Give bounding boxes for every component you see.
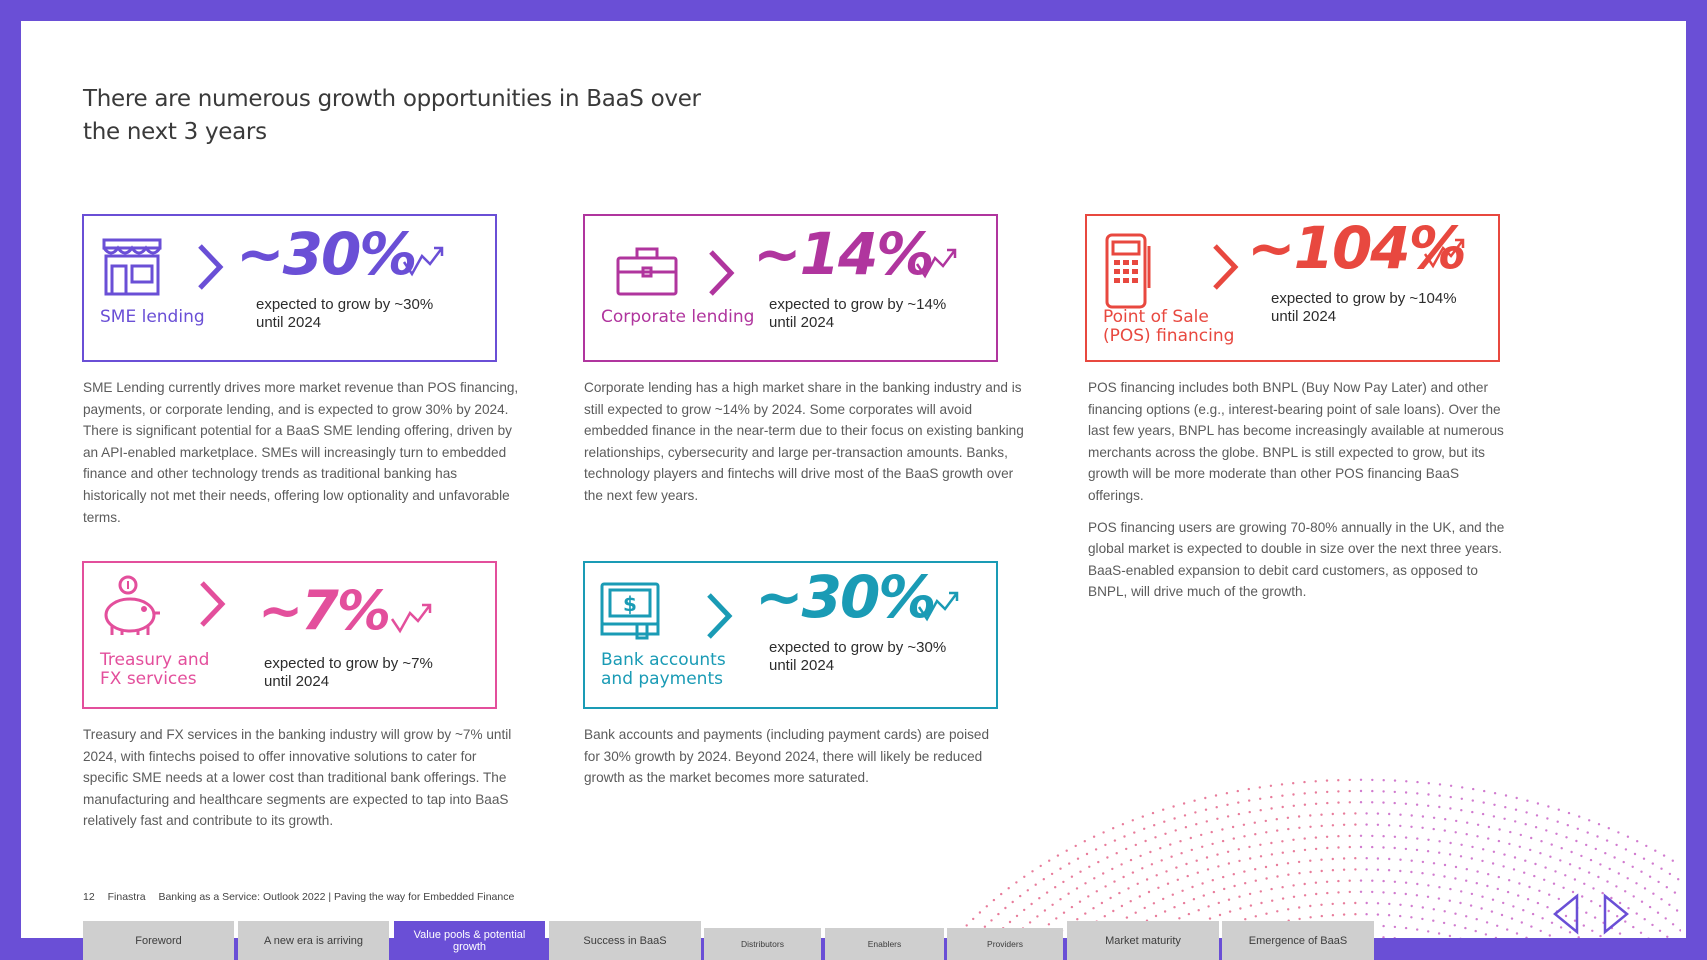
card-sme-lending — [82, 214, 497, 362]
chevron-right-icon — [196, 242, 226, 297]
page-number: 12 — [83, 891, 95, 903]
card-corporate-lending — [583, 214, 998, 362]
paragraph: POS financing users are growing 70-80% annually in the UK, and the global market is expected to double in size over the next three years. BaaS-enabled expansion to debit card customers, as opposed to BNPL, will drive much of the growth. — [1088, 519, 1505, 600]
growth-percent: ~30% — [236, 220, 416, 288]
slide-page — [21, 21, 1686, 938]
page-title: There are numerous growth opportunities in BaaS over the next 3 years — [83, 86, 701, 145]
paragraph: Bank accounts and payments (including payment cards) are poised for 30% growth by 2024. Beyond 2024, there will likely be reduced growth as the market becomes more saturated. — [584, 727, 990, 786]
growth-subtitle: expected to grow by ~30% until 2024 — [256, 296, 434, 331]
card-label: Treasury and FX services — [100, 650, 210, 689]
tab-enablers[interactable]: Enablers — [825, 928, 944, 960]
tab-distributors[interactable]: Distributors — [704, 928, 821, 960]
corporate-description — [584, 377, 1024, 517]
tab-market-maturity[interactable]: Market maturity — [1067, 921, 1219, 960]
tab-success-baas[interactable]: Success in BaaS — [549, 921, 701, 960]
growth-subtitle: expected to grow by ~14% until 2024 — [769, 296, 947, 331]
trend-up-icon — [402, 242, 446, 283]
svg-text:$: $ — [623, 592, 637, 616]
tab-value-pools[interactable]: Value pools & potential growth — [394, 921, 545, 960]
card-label: Corporate lending — [601, 307, 755, 327]
triangle-right-icon — [1601, 893, 1631, 935]
tab-providers[interactable]: Providers — [947, 928, 1063, 960]
growth-percent: ~30% — [755, 563, 935, 631]
card-terminal-icon — [1103, 232, 1155, 315]
briefcase-icon — [615, 246, 679, 303]
card-treasury-fx — [82, 561, 497, 709]
brand-name: Finastra — [107, 891, 146, 903]
storefront-icon — [100, 236, 164, 303]
pos-description — [1088, 377, 1512, 613]
footer — [83, 891, 524, 903]
chevron-right-icon — [705, 591, 735, 646]
card-bank-accounts — [583, 561, 998, 709]
chevron-right-icon — [707, 248, 737, 303]
publication-title: Banking as a Service: Outlook 2022 | Paving the way for Embedded Finance — [158, 891, 515, 903]
next-page-button[interactable] — [1601, 893, 1631, 938]
sme-description — [83, 377, 523, 538]
card-pos-financing — [1085, 214, 1500, 362]
tab-emergence-baas[interactable]: Emergence of BaaS — [1222, 921, 1374, 960]
paragraph: SME Lending currently drives more market revenue than POS financing, payments, or corporate lending, and is expected to grow 30% by 2024. There is significant potential for a BaaS SME lending offering, driven by an API-enabled marketplace. SMEs will increasingly turn to embedded finance and other technology trends as traditional banking has historically not met their needs, offering low optionality and unfavorable terms. — [83, 380, 519, 525]
growth-percent: ~104% — [1247, 214, 1465, 282]
atm-icon — [599, 581, 661, 646]
paragraph: POS financing includes both BNPL (Buy Now Pay Later) and other financing options (e.g., interest-bearing point of sale loans). Over the last few years, BNPL has become increasingly available at numerous merchants across the globe. BNPL is still expected to grow, but its growth will be more moderate than other POS financing BaaS offerings. — [1088, 380, 1504, 503]
paragraph: Corporate lending has a high market share in the banking industry and is still expected to grow ~14% by 2024. Some corporates will avoid embedded finance in the near-term due to their focus on existing banking relationships, cybersecurity and large per-transaction amounts. Banks, technology players and fintechs will drive most of the BaaS growth over the next few years. — [584, 380, 1024, 503]
trend-up-icon — [390, 599, 434, 640]
trend-up-icon — [915, 244, 959, 285]
treasury-description — [83, 724, 513, 842]
chevron-right-icon — [1211, 242, 1241, 297]
card-label: Bank accounts and payments — [601, 650, 726, 689]
growth-subtitle: expected to grow by ~104% until 2024 — [1271, 290, 1457, 325]
growth-percent: ~7% — [258, 579, 389, 642]
growth-percent: ~14% — [753, 220, 933, 288]
triangle-left-icon — [1551, 893, 1581, 935]
tab-new-era[interactable]: A new era is arriving — [238, 921, 389, 960]
trend-up-icon — [1423, 234, 1467, 275]
growth-subtitle: expected to grow by ~7% until 2024 — [264, 655, 433, 690]
growth-subtitle: expected to grow by ~30% until 2024 — [769, 639, 947, 674]
tab-foreword[interactable]: Foreword — [83, 921, 234, 960]
piggy-bank-icon — [98, 573, 164, 644]
prev-page-button[interactable] — [1551, 893, 1581, 938]
card-label: Point of Sale (POS) financing — [1103, 307, 1235, 346]
section-tabs — [83, 912, 1383, 960]
paragraph: Treasury and FX services in the banking industry will grow by ~7% until 2024, with fintechs poised to offer innovative solutions to cater for specific SME needs at a lower cost than traditional bank offerings. The manufacturing and healthcare segments are expected to tap into BaaS relatively fast and contribute to its growth. — [83, 727, 512, 829]
card-label: SME lending — [100, 307, 205, 327]
chevron-right-icon — [198, 579, 228, 634]
trend-up-icon — [917, 587, 961, 628]
